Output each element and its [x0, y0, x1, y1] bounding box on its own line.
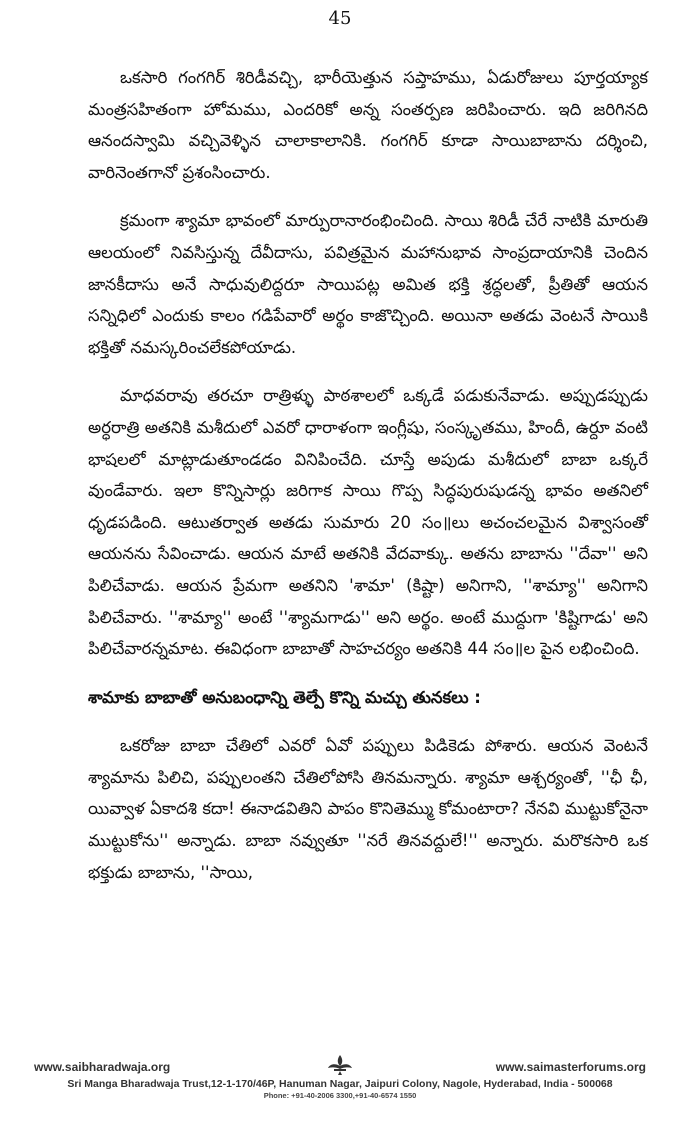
paragraph-3: మాధవరావు తరచూ రాత్రిళ్ళు పాఠశాలలో ఒక్కడే పడుకునేవాడు. అప్పుడప్పుడు అర్ధరాత్రి అతనికి మశీదులో ఎవరో ధారాళంగా ఇంగ్లీషు, సంస్కృతము, హిందీ, ఉర్దూ వంటి భాషలలో మాట్లాడుతూండడం వినిపించేది. చూస్తే అపుడు మశీదులో బాబా ఒక్కరే వుండేవారు. ఇలా కొన్నిసార్లు జరిగాక సాయి గొప్ప సిద్ధపురుషుడన్న భావం అతనిలో ధృడపడింది. ఆటుతర్వాత అతడు సుమారు 20 సం॥లు అచంచలమైన విశ్వాసంతో ఆయనను సేవించాడు. ఆయన మాటే అతనికి వేదవాక్కు. అతను బాబాను ''దేవా'' అని పిలిచేవాడు. ఆయన ప్రేమగా అతనిని 'శామా' (కిష్టా) అనిగాని, ''శామ్యా'' అనిగాని పిలిచేవారు. ''శామ్యా'' అంటే ''శ్యామగాడు'' అని అర్థం. అంటే ముద్దుగా 'కిష్టిగాడు' అని పిలిచేవారన్నమాట. ఈవిధంగా బాబాతో సాహచర్యం అతనికి 44 సం॥ల పైన లభించింది. [88, 386, 648, 659]
paragraph-2: క్రమంగా శ్యామా భావంలో మార్పురానారంభించింది. సాయి శిరిడీ చేరే నాటికి మారుతి ఆలయంలో నివసిస్తున్న దేవీదాసు, పవిత్రమైన మహానుభావ సాంప్రదాయానికి చెందిన జానకీదాసు అనే సాధువులిద్దరూ సాయిపట్ల అమిత భక్తి శ్రద్ధలతో, ప్రీతితో ఆయన సన్నిధిలో ఎందుకు కాలం గడిపేవారో అర్థం కాజొచ్చింది. అయినా అతడు వెంటనే సాయికి భక్తితో నమస్కరించలేకపోయాడు. [88, 211, 648, 357]
page-number: 45 [328, 8, 352, 29]
section-heading: శామాకు బాబాతో అనుబంధాన్ని తెల్పే కొన్ని మచ్చు తునకలు : [88, 687, 481, 707]
page-footer [34, 1060, 646, 1100]
footer-link-saimasterforums[interactable]: www.saimasterforums.org [495, 1060, 646, 1074]
paragraph-1: ఒకసారి గంగగిర్ శిరిడీవచ్చి, భారీయెత్తున సప్తాహము, ఏడురోజులు పూర్తయ్యాక మంత్రసహితంగా హోమము, ఎందరికో అన్న సంతర్పణ జరిపించారు. ఇది జరిగినది ఆనందస్వామి వచ్చివెళ్ళిన చాలాకాలానికి. గంగగిర్ కూడా సాయిబాబాను దర్శించి, వారినెంతగానో ప్రశంసించారు. [88, 68, 648, 182]
fleur-emblem-icon [326, 1054, 354, 1076]
trust-phone: Phone: +91-40-2006 3300,+91-40-6574 1550 [263, 1091, 417, 1100]
body-text [88, 62, 648, 905]
footer-link-saibharadwaja[interactable]: www.saibharadwaja.org [34, 1060, 171, 1074]
paragraph-4: ఒకరోజు బాబా చేతిలో ఎవరో ఏవో పప్పులు పిడికెడు పోశారు. ఆయన వెంటనే శ్యామాను పిలిచి, పప్పులంతని చేతిలోపోసి తినమన్నారు. శ్యామా ఆశ్చర్యంతో, ''ఛీ ఛీ, యివ్వాళ ఏకాదశి కదా! ఈనాడవితిని పాపం కొనితెమ్ము కోమంటారా? నేనవి ముట్టుకోనైనా ముట్టుకోను'' అన్నాడు. బాబా నవ్వుతూ ''నరే తినవద్దులే!'' అన్నారు. మరొకసారి ఒక భక్తుడు బాబాను, ''సాయి, [88, 736, 648, 882]
trust-address: Sri Manga Bharadwaja Trust,12-1-170/46P, Hanuman Nagar, Jaipuri Colony, Nagole, Hyderabad, India - 500068 [67, 1078, 613, 1090]
